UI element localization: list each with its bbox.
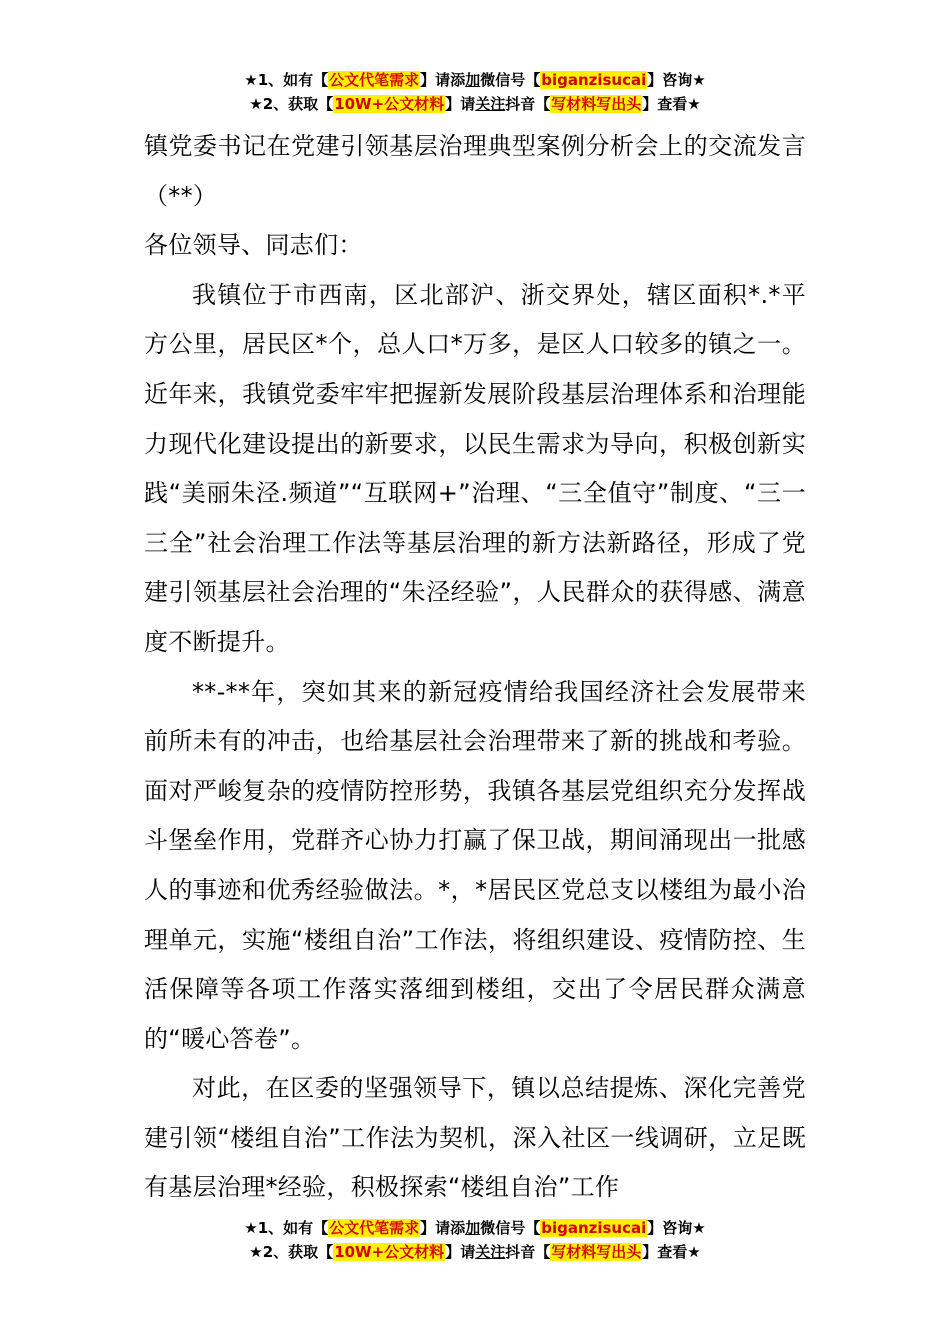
promo-banner-top <box>0 68 950 116</box>
highlight-douyin-account: 写材料写出头 <box>551 1243 642 1261</box>
highlight-materials: 10W+公文材料 <box>334 95 445 113</box>
promo-line-1: ★1、如有【公文代笔需求】请添加微信号【biganzisucai】咨询★ <box>244 71 706 89</box>
promo-line-2: ★2、获取【10W+公文材料】请关注抖音【写材料写出头】查看★ <box>249 95 701 113</box>
document-title: 镇党委书记在党建引领基层治理典型案例分析会上的交流发言（**） <box>144 132 806 210</box>
paragraph-2: **-**年，突如其来的新冠疫情给我国经济社会发展带来前所未有的冲击，也给基层社会治理带来了新的挑战和考验。面对严峻复杂的疫情防控形势，我镇各基层党组织充分发挥战斗堡垒作用，党群齐心协力打赢了保卫战，期间涌现出一批感人的事迹和优秀经验做法。*，*居民区党总支以楼组为最小治理单元，实施“楼组自治”工作法，将组织建设、疫情防控、生活保障等各项工作落实落细到楼组，交出了令居民群众满意的“暖心答卷”。 <box>144 677 806 1053</box>
promo-line-1: ★1、如有【公文代笔需求】请添加微信号【biganzisucai】咨询★ <box>244 1219 706 1237</box>
promo-banner-bottom <box>0 1216 950 1264</box>
promo-line-2: ★2、获取【10W+公文材料】请关注抖音【写材料写出头】查看★ <box>249 1243 701 1261</box>
highlight-wechat-id: biganzisucai <box>541 1219 647 1237</box>
document-body <box>144 122 806 1213</box>
highlight-wechat-id: biganzisucai <box>541 71 647 89</box>
paragraph-3: 对此，在区委的坚强领导下，镇以总结提炼、深化完善党建引领“楼组自治”工作法为契机，深入社区一线调研，立足既有基层治理*经验，积极探索“楼组自治”工作 <box>144 1074 806 1202</box>
highlight-service: 公文代笔需求 <box>329 1219 420 1237</box>
salutation: 各位领导、同志们： <box>144 231 363 260</box>
highlight-materials: 10W+公文材料 <box>334 1243 445 1261</box>
highlight-service: 公文代笔需求 <box>329 71 420 89</box>
paragraph-1: 我镇位于市西南，区北部沪、浙交界处，辖区面积*.*平方公里，居民区*个，总人口*万多，是区人口较多的镇之一。近年来，我镇党委牢牢把握新发展阶段基层治理体系和治理能力现代化建设提出的新要求，以民生需求为导向，积极创新实践“美丽朱泾.频道”“互联网+”治理、“三全值守”制度、“三一三全”社会治理工作法等基层治理的新方法新路径，形成了党建引领基层社会治理的“朱泾经验”，人民群众的获得感、满意度不断提升。 <box>144 280 806 656</box>
highlight-douyin-account: 写材料写出头 <box>551 95 642 113</box>
